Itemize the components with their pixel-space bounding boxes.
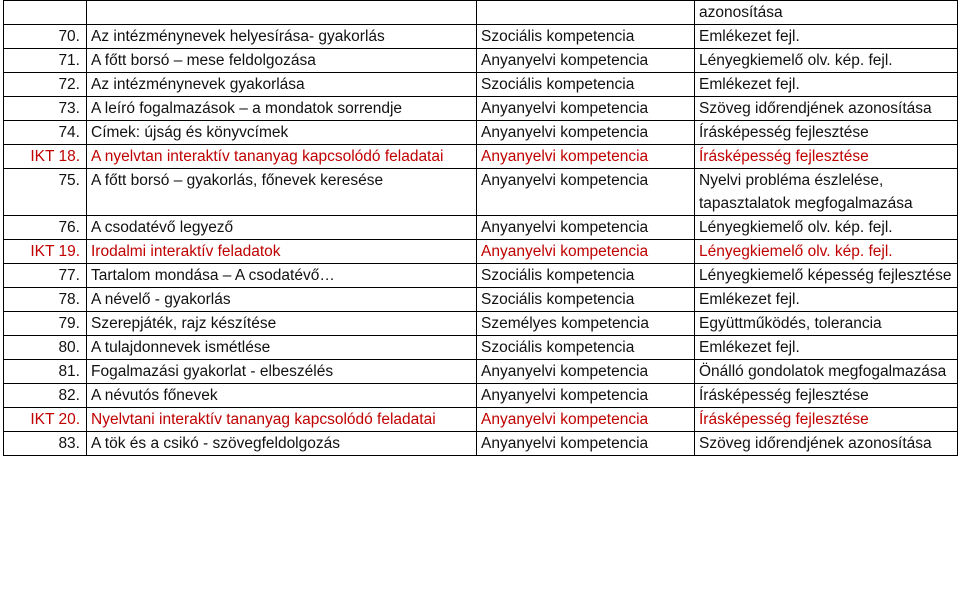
- table-row: [4, 432, 958, 456]
- development-focus-cell: Szöveg időrendjének azonosítása: [695, 97, 958, 121]
- lesson-title-cell: A névutós főnevek: [87, 384, 477, 408]
- development-focus-cell: Emlékezet fejl.: [695, 25, 958, 49]
- lesson-number-cell: IKT 19.: [4, 240, 87, 264]
- table-row: [4, 216, 958, 240]
- lesson-title-cell: Nyelvtani interaktív tananyag kapcsolódó feladatai: [87, 408, 477, 432]
- development-focus-cell: Emlékezet fejl.: [695, 73, 958, 97]
- competence-cell: Anyanyelvi kompetencia: [477, 384, 695, 408]
- lesson-title-cell: [87, 1, 477, 25]
- development-focus-cell: Szöveg időrendjének azonosítása: [695, 432, 958, 456]
- competence-cell: Anyanyelvi kompetencia: [477, 121, 695, 145]
- development-focus-cell: Együttműködés, tolerancia: [695, 312, 958, 336]
- competence-cell: Anyanyelvi kompetencia: [477, 360, 695, 384]
- lesson-title-cell: A tulajdonnevek ismétlése: [87, 336, 477, 360]
- lesson-number-cell: 79.: [4, 312, 87, 336]
- lesson-title-cell: A nyelvtan interaktív tananyag kapcsolódó feladatai: [87, 145, 477, 169]
- competence-cell: Anyanyelvi kompetencia: [477, 240, 695, 264]
- lesson-title-cell: A főtt borsó – gyakorlás, főnevek keresése: [87, 169, 477, 216]
- competence-cell: Anyanyelvi kompetencia: [477, 49, 695, 73]
- lesson-title-cell: Szerepjáték, rajz készítése: [87, 312, 477, 336]
- lesson-title-cell: A tök és a csikó - szövegfeldolgozás: [87, 432, 477, 456]
- ikt-table-row: [4, 240, 958, 264]
- lesson-plan-table: [3, 0, 958, 456]
- lesson-title-cell: Irodalmi interaktív feladatok: [87, 240, 477, 264]
- lesson-number-cell: [4, 1, 87, 25]
- competence-cell: Szociális kompetencia: [477, 73, 695, 97]
- ikt-table-row: [4, 408, 958, 432]
- competence-cell: Személyes kompetencia: [477, 312, 695, 336]
- lesson-number-cell: 78.: [4, 288, 87, 312]
- lesson-number-cell: 74.: [4, 121, 87, 145]
- lesson-number-cell: 80.: [4, 336, 87, 360]
- competence-cell: Anyanyelvi kompetencia: [477, 97, 695, 121]
- table-row: [4, 97, 958, 121]
- lesson-number-cell: 77.: [4, 264, 87, 288]
- table-row: [4, 312, 958, 336]
- lesson-plan-body: [4, 1, 958, 456]
- competence-cell: Anyanyelvi kompetencia: [477, 169, 695, 216]
- lesson-number-cell: 70.: [4, 25, 87, 49]
- competence-cell: Szociális kompetencia: [477, 25, 695, 49]
- lesson-title-cell: Az intézménynevek helyesírása- gyakorlás: [87, 25, 477, 49]
- lesson-title-cell: A csodatévő legyező: [87, 216, 477, 240]
- lesson-number-cell: 72.: [4, 73, 87, 97]
- lesson-number-cell: 75.: [4, 169, 87, 216]
- development-focus-cell: azonosítása: [695, 1, 958, 25]
- table-row: [4, 264, 958, 288]
- competence-cell: Szociális kompetencia: [477, 336, 695, 360]
- competence-cell: Anyanyelvi kompetencia: [477, 216, 695, 240]
- competence-cell: Szociális kompetencia: [477, 288, 695, 312]
- lesson-number-cell: 81.: [4, 360, 87, 384]
- development-focus-cell: Írásképesség fejlesztése: [695, 408, 958, 432]
- table-row: [4, 1, 958, 25]
- development-focus-cell: Írásképesség fejlesztése: [695, 384, 958, 408]
- competence-cell: Anyanyelvi kompetencia: [477, 145, 695, 169]
- lesson-title-cell: A leíró fogalmazások – a mondatok sorrendje: [87, 97, 477, 121]
- development-focus-cell: Lényegkiemelő olv. kép. fejl.: [695, 49, 958, 73]
- lesson-title-cell: Fogalmazási gyakorlat - elbeszélés: [87, 360, 477, 384]
- lesson-title-cell: Az intézménynevek gyakorlása: [87, 73, 477, 97]
- lesson-title-cell: Tartalom mondása – A csodatévő…: [87, 264, 477, 288]
- lesson-number-cell: 82.: [4, 384, 87, 408]
- lesson-title-cell: A főtt borsó – mese feldolgozása: [87, 49, 477, 73]
- table-row: [4, 360, 958, 384]
- lesson-title-cell: A névelő - gyakorlás: [87, 288, 477, 312]
- competence-cell: [477, 1, 695, 25]
- table-row: [4, 73, 958, 97]
- development-focus-cell: Lényegkiemelő olv. kép. fejl.: [695, 216, 958, 240]
- development-focus-cell: Lényegkiemelő olv. kép. fejl.: [695, 240, 958, 264]
- development-focus-cell: Emlékezet fejl.: [695, 288, 958, 312]
- table-row: [4, 169, 958, 216]
- development-focus-cell: Írásképesség fejlesztése: [695, 121, 958, 145]
- development-focus-cell: Írásképesség fejlesztése: [695, 145, 958, 169]
- table-row: [4, 384, 958, 408]
- development-focus-cell: Önálló gondolatok megfogalmazása: [695, 360, 958, 384]
- table-row: [4, 25, 958, 49]
- lesson-number-cell: 83.: [4, 432, 87, 456]
- lesson-number-cell: 73.: [4, 97, 87, 121]
- table-row: [4, 336, 958, 360]
- table-row: [4, 121, 958, 145]
- development-focus-cell: Lényegkiemelő képesség fejlesztése: [695, 264, 958, 288]
- development-focus-cell: Emlékezet fejl.: [695, 336, 958, 360]
- table-row: [4, 49, 958, 73]
- lesson-title-cell: Címek: újság és könyvcímek: [87, 121, 477, 145]
- competence-cell: Szociális kompetencia: [477, 264, 695, 288]
- development-focus-cell: Nyelvi probléma észlelése, tapasztalatok megfogalmazása: [695, 169, 958, 216]
- lesson-number-cell: IKT 20.: [4, 408, 87, 432]
- ikt-table-row: [4, 145, 958, 169]
- lesson-number-cell: 76.: [4, 216, 87, 240]
- competence-cell: Anyanyelvi kompetencia: [477, 432, 695, 456]
- lesson-number-cell: 71.: [4, 49, 87, 73]
- table-row: [4, 288, 958, 312]
- lesson-number-cell: IKT 18.: [4, 145, 87, 169]
- competence-cell: Anyanyelvi kompetencia: [477, 408, 695, 432]
